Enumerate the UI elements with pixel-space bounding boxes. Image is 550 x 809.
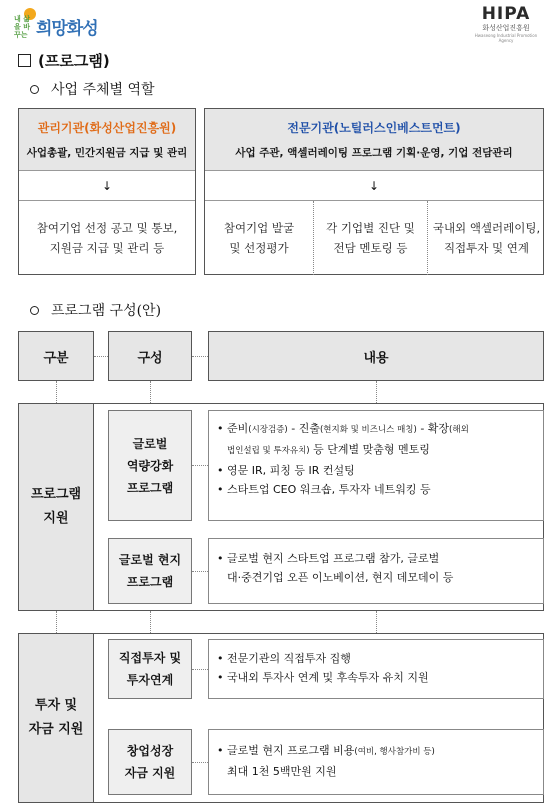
content-text: 최대 1천 5백만원 지원	[227, 765, 337, 778]
composition-line: 역량강화	[126, 458, 174, 473]
logo-wordmark: 희망화성	[36, 19, 98, 39]
content-direct-investment	[208, 639, 544, 699]
composition-global-local	[108, 538, 192, 604]
header-category: 구분	[18, 331, 94, 381]
role-task	[205, 201, 313, 275]
connector-line	[192, 762, 208, 763]
hipa-name: 화성산업진흥원	[482, 24, 530, 32]
hipa-english-name: Hwaseong Industrial Promotion Agency	[474, 33, 538, 43]
connector-line	[56, 381, 57, 403]
content-item	[217, 549, 535, 587]
header-composition: 구성	[108, 331, 192, 381]
category-investment-funding	[18, 633, 94, 803]
connector-line	[150, 611, 151, 633]
role-duty: 사업총괄, 민간지원금 지급 및 관리	[26, 147, 188, 159]
content-item: • 국내외 투자사 연계 및 후속투자 유치 지원	[217, 668, 535, 687]
connector-line	[150, 381, 151, 403]
composition-line: 프로그램	[126, 575, 174, 589]
composition-line: 글로벌	[132, 436, 168, 451]
role-task-line: 참여기업 발굴	[223, 221, 295, 235]
role-task-line: 및 선정평가	[229, 241, 289, 255]
content-item: • 스타트업 CEO 워크숍, 투자자 네트워킹 등	[217, 480, 535, 499]
checkbox-icon	[18, 54, 31, 67]
role-task	[313, 201, 427, 275]
content-item	[217, 419, 535, 461]
content-text: - 진출	[287, 422, 320, 435]
down-arrow-icon: ↓	[19, 171, 195, 201]
role-org: 관리기관(화성산업진흥원)	[37, 121, 177, 135]
role-task-line: 지원금 지급 및 관리 등	[49, 241, 165, 255]
circle-bullet-icon	[30, 306, 39, 315]
composition-growth-funding	[108, 729, 192, 795]
content-note: (현지화 및 비즈니스 매칭)	[319, 425, 417, 435]
connector-line	[376, 381, 377, 403]
content-text: 대·중견기업 오픈 이노베이션, 현지 데모데이 등	[227, 571, 454, 584]
content-item	[217, 741, 535, 781]
role-org: 전문기관(노틸러스인베스트먼트)	[287, 121, 461, 135]
content-global-capacity	[208, 410, 544, 521]
composition-direct-investment	[108, 639, 192, 699]
connector-line	[192, 465, 208, 466]
content-text: 준비	[227, 422, 249, 435]
composition-line: 글로벌 현지	[118, 553, 182, 567]
content-text: 글로벌 현지 스타트업 프로그램 참가, 글로벌	[227, 552, 440, 565]
role-task-line: 각 기업별 진단 및	[326, 221, 415, 235]
role-header	[205, 109, 543, 171]
header-content: 내용	[208, 331, 544, 381]
content-text: 글로벌 현지 프로그램 비용	[227, 744, 355, 757]
connector-line	[94, 356, 108, 357]
section-title-text: (프로그램)	[38, 52, 110, 70]
role-task-line: 직접투자 및 연계	[443, 241, 530, 255]
content-text: - 확장	[416, 422, 450, 435]
role-duty: 사업 주관, 액셀러레이팅 프로그램 기획·운영, 기업 전담관리	[235, 147, 513, 159]
role-task-line: 전담 멘토링 등	[333, 241, 408, 255]
content-growth-funding	[208, 729, 544, 795]
composition-line: 자금 지원	[124, 766, 176, 780]
composition-line: 투자연계	[126, 673, 174, 687]
role-header	[19, 109, 195, 171]
circle-bullet-icon	[30, 85, 39, 94]
role-task	[19, 201, 195, 275]
content-item: • 전문기관의 직접투자 집행	[217, 649, 535, 668]
connector-line	[192, 571, 208, 572]
content-global-local	[208, 538, 544, 604]
content-note: (해외	[449, 425, 469, 435]
composition-global-capacity	[108, 410, 192, 521]
composition-line: 직접투자 및	[118, 651, 182, 665]
logo-slogan: 내 삶을 바꾸는	[14, 15, 30, 39]
content-note: 법인설립 및 투자유치)	[227, 446, 310, 456]
hipa-logo	[468, 4, 544, 43]
role-box-management	[18, 108, 196, 275]
section-title	[18, 50, 110, 71]
category-line: 투자 및	[34, 698, 78, 713]
role-task-line: 참여기업 선정 공고 및 통보,	[36, 221, 178, 235]
connector-line	[192, 356, 208, 357]
category-line: 지원	[43, 511, 69, 526]
content-item: • 영문 IR, 피칭 등 IR 컨설팅	[217, 461, 535, 480]
hipa-mark: HIPA	[481, 4, 531, 24]
content-note: (여비, 행사참가비 등)	[354, 747, 435, 757]
content-note: (시장검증)	[248, 425, 288, 435]
category-line: 자금 지원	[28, 722, 84, 737]
connector-line	[376, 611, 377, 633]
category-line: 프로그램	[30, 487, 82, 502]
role-task-line: 국내외 액셀러레이팅,	[432, 221, 541, 235]
role-task	[427, 201, 545, 275]
subhead-roles-text: 사업 주체별 역할	[51, 82, 155, 98]
connector-line	[56, 611, 57, 633]
subhead-program-text: 프로그램 구성(안)	[51, 303, 162, 319]
hwaseong-logo	[14, 6, 104, 40]
composition-line: 창업성장	[126, 744, 174, 758]
composition-line: 프로그램	[126, 480, 174, 495]
connector-line	[192, 669, 208, 670]
content-text: 등 단계별 맞춤형 멘토링	[309, 443, 430, 456]
down-arrow-icon: ↓	[205, 171, 543, 201]
category-program-support	[18, 403, 94, 611]
subhead-roles	[30, 79, 155, 99]
role-box-specialist	[204, 108, 544, 275]
subhead-program	[30, 300, 161, 320]
